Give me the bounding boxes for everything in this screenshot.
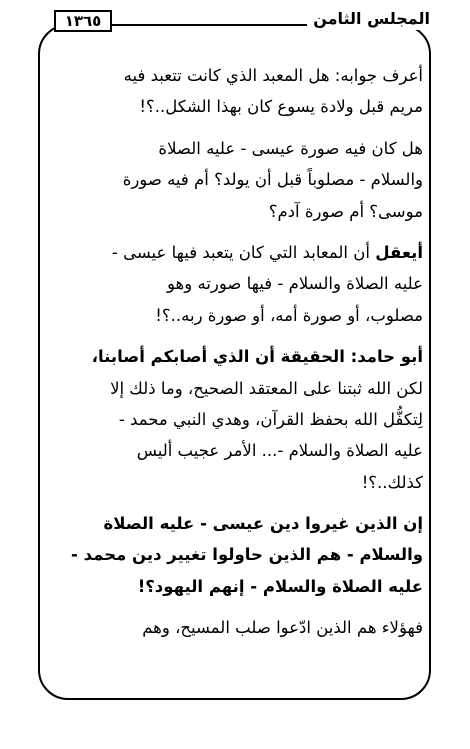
- bold-text-span: إن الذين غيروا دين عيسى - عليه الصلاة: [103, 514, 423, 534]
- text-line: [48, 196, 423, 227]
- text-span: هل كان فيه صورة عيسى - عليه الصلاة: [158, 138, 423, 158]
- paragraph-gap: [48, 123, 423, 133]
- text-line: [48, 133, 423, 164]
- page-number-box: [54, 10, 112, 32]
- text-span: أن المعابد التي كان يتعبد فيها عيسى -: [111, 242, 376, 262]
- text-line: [48, 539, 423, 570]
- text-line: [48, 508, 423, 539]
- text-span: عليه الصلاة والسلام - فيها صورته وهو: [167, 274, 423, 294]
- text-span: عليه الصلاة والسلام -... الأمر عجيب أليس: [136, 441, 423, 461]
- text-line: [48, 404, 423, 435]
- text-span: فهؤلاء هم الذين ادّعوا صلب المسيح، وهم: [142, 618, 423, 638]
- paragraph: [48, 60, 423, 123]
- chapter-title: المجلس الثامن: [307, 8, 436, 30]
- text-span: والسلام - مصلوباً قبل أن يولد؟ أم فيه صورة: [122, 170, 423, 190]
- text-line: [48, 341, 423, 372]
- bold-text-span: أيعقل: [375, 242, 423, 262]
- text-span: لِتكفُّل الله بحفظ القرآن، وهدي النبي محمد -: [118, 409, 423, 429]
- text-span: موسى؟ أم صورة آدم؟: [268, 201, 423, 221]
- text-line: [48, 91, 423, 122]
- text-line: [48, 268, 423, 299]
- text-line: [48, 435, 423, 466]
- page-number: ١٣٦٥: [64, 12, 102, 30]
- text-span: لكن الله ثبتنا على المعتقد الصحيح، وما ذلك إلا: [110, 378, 423, 398]
- paragraph: [48, 612, 423, 643]
- paragraph: [48, 508, 423, 602]
- paragraph: [48, 341, 423, 498]
- text-line: [48, 373, 423, 404]
- text-line: [48, 612, 423, 643]
- text-span: كذلك..؟!: [361, 472, 423, 492]
- bold-text-span: والسلام - هم الذين حاولوا تغيير دين محمد -: [71, 545, 423, 565]
- text-line: [48, 237, 423, 268]
- paragraph: [48, 237, 423, 331]
- text-span: مصلوب، أو صورة أمه، أو صورة ربه..؟!: [155, 305, 423, 325]
- bold-text-span: عليه الصلاة والسلام - إنهم اليهود؟!: [137, 576, 423, 596]
- text-line: [48, 300, 423, 331]
- body-text: [48, 60, 423, 644]
- text-line: [48, 60, 423, 91]
- paragraph-gap: [48, 602, 423, 612]
- text-line: [48, 467, 423, 498]
- paragraph-gap: [48, 331, 423, 341]
- text-line: [48, 164, 423, 195]
- paragraph: [48, 133, 423, 227]
- bold-text-span: أبو حامد: الحقيقة أن الذي أصابكم أصابنا،: [91, 347, 423, 367]
- paragraph-gap: [48, 498, 423, 508]
- text-span: مريم قبل ولادة يسوع كان بهذا الشكل..؟!: [139, 97, 423, 117]
- text-span: أعرف جوابه: هل المعبد الذي كانت تتعبد فيه: [123, 66, 423, 85]
- text-line: [48, 571, 423, 602]
- paragraph-gap: [48, 227, 423, 237]
